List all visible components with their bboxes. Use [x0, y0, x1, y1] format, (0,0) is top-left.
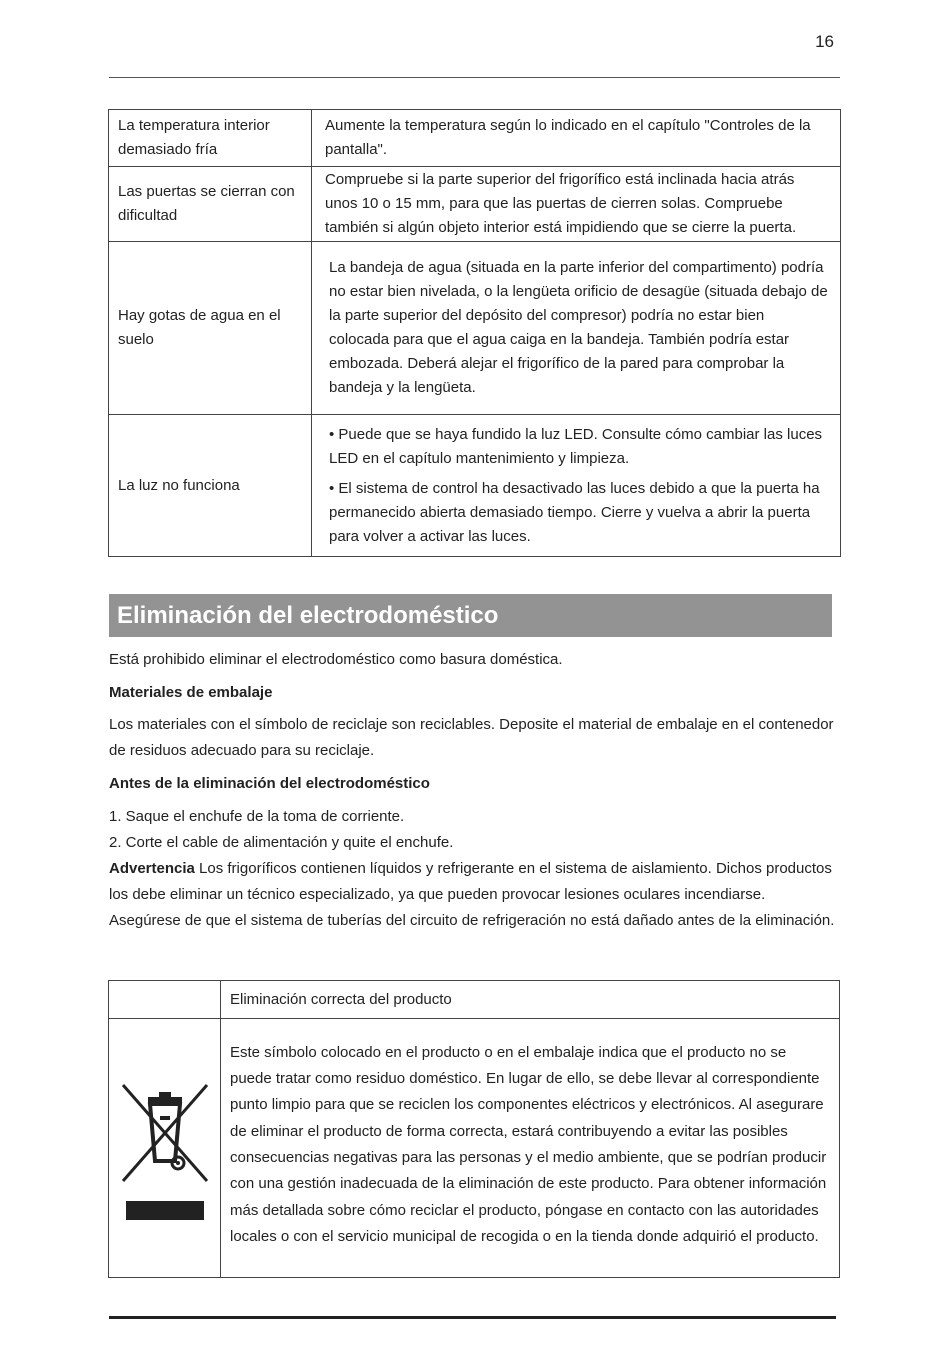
- before-disposal-title: Antes de la eliminación del electrodoméstico: [109, 775, 430, 792]
- table-header-cell: Eliminación correcta del producto: [221, 981, 840, 1019]
- warning-text: Los frigoríficos contienen líquidos y refrigerante en el sistema de aislamiento. Dichos productos los debe eliminar un técnico especializado, ya que pueden provocar lesiones oculares incendiarse. Asegúrese de que el sistema de tuberías del circuito de refrigeración no está dañado antes de la eliminación.: [109, 860, 835, 929]
- header-divider: [109, 77, 840, 78]
- table-row: [109, 167, 841, 242]
- table-row: [109, 415, 841, 557]
- warning-paragraph: [109, 856, 839, 934]
- disposal-steps: [109, 804, 839, 934]
- disposal-description: Este símbolo colocado en el producto o en el embalaje indica que el producto no se puede tratar como residuo doméstico. En lugar de ello, se debe llevar al correspondiente punto limpio para que se reciclen los componentes eléctricos y electrónicos. Al asegurare de eliminar el producto de forma correcta, estará contribuyendo a evitar las posibles consecuencias negativas para las personas y el medio ambiente, que se podrían producir con una gestión inadecuada de la eliminación de este producto. Para obtener información más detallada sobre cómo reciclar el producto, póngase en contacto con las autoridades locales o con el servicio municipal de recogida o en la tienda donde adquirió el producto.: [221, 1019, 840, 1278]
- problem-cell: La temperatura interior demasiado fría: [109, 110, 312, 167]
- problem-cell: La luz no funciona: [109, 415, 312, 557]
- warning-label: Advertencia: [109, 860, 195, 877]
- packaging-text: Los materiales con el símbolo de reciclaje son reciclables. Deposite el material de embalaje en el contenedor de residuos adecuado para su reciclaje.: [109, 716, 834, 759]
- disposal-table: [108, 980, 840, 1278]
- empty-cell: [109, 981, 221, 1019]
- solution-cell: La bandeja de agua (situada en la parte inferior del compartimento) podría no estar bien nivelada, o la lengüeta orificio de desagüe (situada debajo de la parte superior del depósito del compresor) podría no estar bien colocada para que el agua caiga en la bandeja. También podría estar embozada. Deberá alejar el frigorífico de la pared para comprobar la bandeja y la lengüeta.: [312, 242, 841, 415]
- solution-cell: Compruebe si la parte superior del frigorífico está inclinada hacia atrás unos 10 o 15 mm, para que las puertas de cierren solas. Compruebe también si algún objeto interior está impidiendo que se cierre la puerta.: [312, 167, 841, 242]
- step-item: 2. Corte el cable de alimentación y quite el enchufe.: [109, 834, 454, 851]
- table-row: [109, 1019, 840, 1278]
- table-row: [109, 981, 840, 1019]
- step-item: 1. Saque el enchufe de la toma de corriente.: [109, 808, 405, 825]
- solution-cell: [312, 415, 841, 557]
- crossed-out-wheeled-bin-icon: [115, 1073, 215, 1223]
- footer-divider: [109, 1316, 836, 1319]
- bullet-item: • Puede que se haya fundido la luz LED. Consulte cómo cambiar las luces LED en el capítulo mantenimiento y limpieza.: [329, 425, 823, 467]
- troubleshooting-table: [108, 109, 841, 557]
- table-row: [109, 242, 841, 415]
- icon-cell: [109, 1019, 221, 1278]
- problem-cell: Hay gotas de agua en el suelo: [109, 242, 312, 415]
- disposal-intro: Está prohibido eliminar el electrodoméstico como basura doméstica.: [109, 651, 563, 668]
- table-row: [109, 110, 841, 167]
- section-heading: Eliminación del electrodoméstico: [109, 594, 832, 637]
- problem-cell: Las puertas se cierran con dificultad: [109, 167, 312, 242]
- packaging-title: Materiales de embalaje: [109, 684, 273, 701]
- solution-cell: Aumente la temperatura según lo indicado en el capítulo "Controles de la pantalla".: [312, 110, 841, 167]
- bullet-item: • El sistema de control ha desactivado las luces debido a que la puerta ha permanecido abierta demasiado tiempo. Cierre y vuelva a abrir la puerta para volver a activar las luces.: [329, 479, 820, 545]
- page-number: 16: [815, 32, 834, 51]
